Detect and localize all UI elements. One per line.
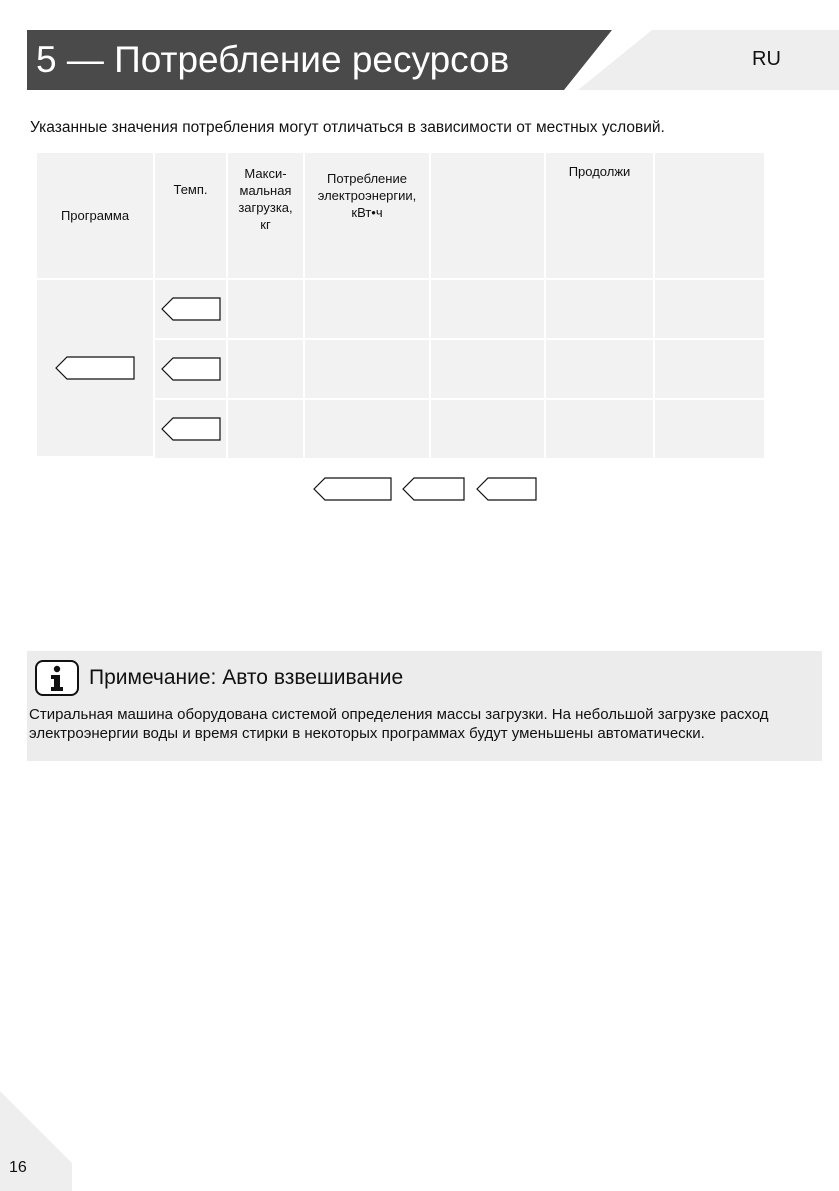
language-label: RU	[752, 48, 781, 70]
temp-tag-placeholder	[161, 297, 221, 321]
info-icon	[35, 660, 79, 696]
intro-text: Указанные значения потребления могут отличаться в зависимости от местных условий.	[30, 119, 665, 136]
header-max-load: Макси- мальная загрузка, кг	[228, 153, 305, 280]
data-cell	[228, 280, 305, 340]
data-cell	[431, 340, 546, 400]
data-cell	[546, 280, 655, 340]
header-empty-1	[431, 153, 546, 280]
data-cell	[305, 280, 431, 340]
tag-placeholder	[313, 477, 393, 501]
header-duration: Продолжи	[546, 153, 655, 280]
data-cell	[431, 280, 546, 340]
program-tag-placeholder	[55, 356, 135, 380]
data-cell	[431, 400, 546, 458]
consumption-table	[37, 153, 764, 435]
temp-tag-placeholder	[161, 417, 221, 441]
note-box	[27, 651, 822, 761]
header-energy: Потребление электроэнергии, кВт•ч	[305, 153, 431, 280]
data-cell	[228, 400, 305, 458]
temp-tag-placeholder	[161, 357, 221, 381]
tag-placeholder	[402, 477, 466, 501]
data-cell	[305, 340, 431, 400]
data-cell	[546, 400, 655, 458]
table-row	[37, 280, 764, 340]
note-text: Стиральная машина оборудована системой определения массы загрузки. На небольшой загрузке расход электроэнергии воды и время стирки в некоторых программах будут уменьшены автоматически.	[29, 706, 769, 742]
data-cell	[655, 280, 764, 340]
temp-cell	[155, 340, 228, 400]
header-temp: Темп.	[155, 153, 228, 280]
page-number: 16	[9, 1159, 27, 1176]
note-title: Примечание: Авто взвешивание	[89, 666, 404, 689]
temp-cell	[155, 280, 228, 340]
data-cell	[655, 340, 764, 400]
data-cell	[655, 400, 764, 458]
data-cell	[546, 340, 655, 400]
header-program: Программа	[37, 153, 155, 280]
temp-cell	[155, 400, 228, 458]
program-cell	[37, 280, 155, 458]
header-empty-2	[655, 153, 764, 280]
data-cell	[305, 400, 431, 458]
page-title: 5 — Потребление ресурсов	[36, 39, 510, 80]
table-header-row	[37, 153, 764, 280]
tag-placeholder	[476, 477, 538, 501]
data-cell	[228, 340, 305, 400]
